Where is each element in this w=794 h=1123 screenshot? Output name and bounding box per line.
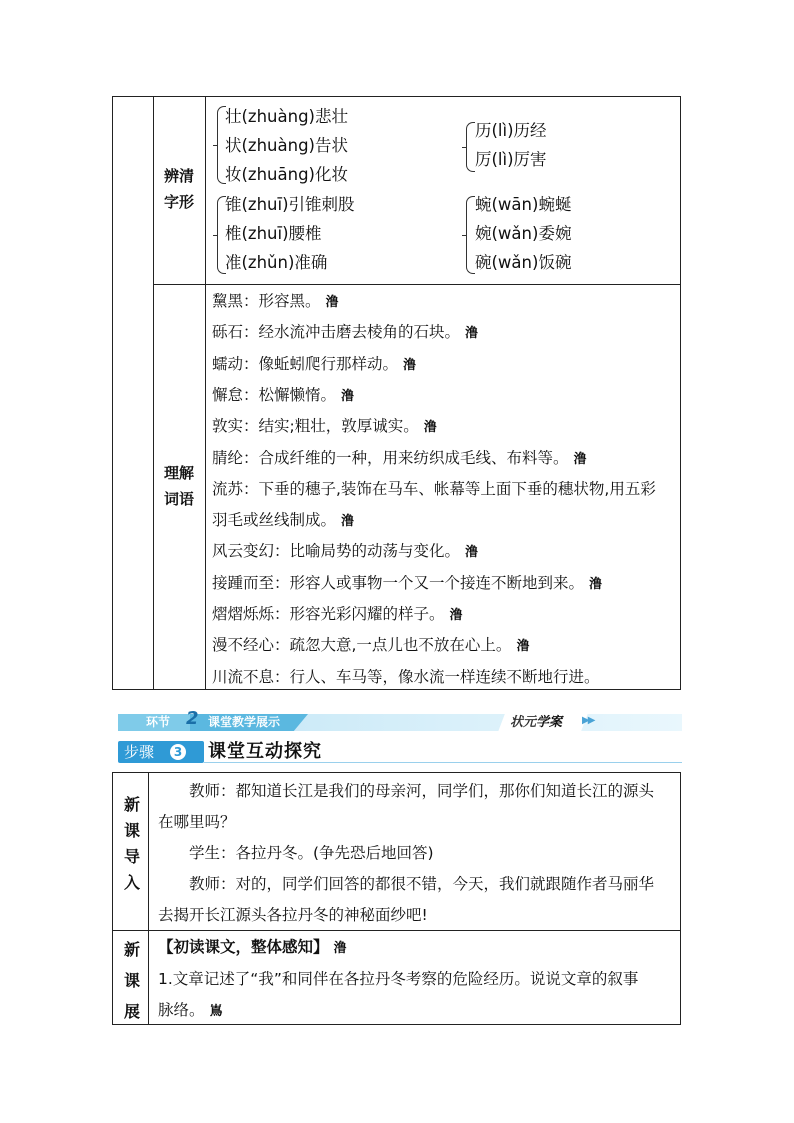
expand-text (158, 932, 678, 1027)
vocab-entry (212, 447, 587, 471)
vocab-text: 敦实：结实;粗壮，敦厚诚实。 (212, 417, 419, 436)
char-entry: 锥(zhuī)引锥刺股 (225, 195, 355, 214)
char-entry: 厉(lì)厉害 (475, 150, 547, 169)
table-border-top (112, 96, 681, 97)
btable-border-top (112, 772, 681, 773)
vocab-text: 川流不息：行人、车马等，像水流一样连续不断地行进。 (212, 667, 600, 686)
brace-group2 (466, 122, 475, 172)
note-mark: 澛 (589, 576, 603, 592)
vocab-entry (212, 321, 478, 345)
vocab-entry (212, 290, 339, 314)
char-entry: 婉(wǎn)委婉 (475, 224, 572, 243)
vocab-text: 接踵而至：形容人或事物一个又一个接连不断地到来。 (212, 573, 585, 592)
expand-line: 1.文章记述了“我”和同伴在各拉丹冬考察的危险经历。说说文章的叙事 (158, 970, 639, 988)
vocab-text: 砾石：经水流冲击磨去棱角的石块。 (212, 323, 461, 342)
note-mark: 澛 (423, 420, 437, 436)
char-entry: 妆(zhuāng)化妆 (225, 165, 348, 184)
step-number: 3 (170, 744, 186, 760)
note-mark: 澛 (465, 545, 479, 561)
step-label: 步骤 (124, 743, 155, 761)
vocab-entry (212, 572, 602, 596)
brand-label: 状元学案 (510, 715, 563, 730)
note-mark: 澛 (516, 639, 530, 655)
note-mark: 澛 (333, 941, 347, 956)
vocab-entry (212, 603, 463, 627)
note-mark: 澛 (403, 357, 417, 373)
char-entry: 蜿(wān)蜿蜒 (475, 195, 572, 214)
arrows-icon: ▶▶ (582, 715, 594, 726)
step-title: 课堂互动探究 (208, 741, 322, 762)
vocab-text: 腈纶：合成纤维的一种，用来纺织成毛线、布料等。 (212, 448, 569, 467)
category-words-label: 理解 词语 (163, 464, 194, 508)
category-shape-label: 辨清 字形 (163, 167, 194, 211)
vocab-entry (212, 384, 354, 408)
vocab-text: 流苏：下垂的穗子,装饰在马车、帐幕等上面下垂的穗状物,用五彩 (212, 479, 656, 498)
vocab-entry (212, 478, 656, 500)
vocab-entry (212, 353, 416, 377)
expand-label: 新 课 展 (123, 940, 140, 1021)
char-entry: 碗(wǎn)饭碗 (475, 253, 572, 272)
intro-label: 新 课 导 入 (123, 795, 140, 892)
note-mark: 澛 (573, 451, 587, 467)
vocab-text: 羽毛或丝线制成。 (212, 511, 337, 530)
note-mark: 澛 (449, 608, 463, 623)
huanjie-title: 课堂教学展示 (208, 715, 281, 729)
char-entry: 椎(zhuī)腰椎 (225, 224, 322, 243)
note-mark: 澛 (341, 514, 355, 530)
expand-line: 脉络。 (158, 1001, 205, 1019)
table-border-left (112, 96, 113, 690)
table-col-divider-2 (205, 96, 206, 690)
btable-border-right (680, 772, 681, 1025)
char-entry: 历(lì)历经 (475, 121, 547, 140)
vocab-text: 漫不经心：疏忽大意,一点儿也不放在心上。 (212, 636, 512, 655)
vocab-text: 熠熠烁烁：形容光彩闪耀的样子。 (212, 605, 445, 623)
note-mark: 澛 (465, 326, 479, 342)
char-entry: 壮(zhuàng)悲壮 (225, 107, 348, 126)
vocab-entry (212, 540, 478, 564)
vocab-entry (212, 666, 600, 688)
vocab-text: 懈怠：松懈懒惰。 (212, 385, 337, 404)
huanjie-number: 2 (186, 708, 199, 729)
vocab-entry (212, 509, 354, 533)
table-border-bottom (112, 689, 681, 690)
char-entry: 准(zhǔn)准确 (225, 253, 328, 272)
table-col-divider-1 (153, 96, 154, 690)
vocab-entry (212, 415, 437, 439)
table-row-divider (153, 284, 681, 285)
huanjie-label: 环节 (146, 715, 171, 729)
btable-col-divider (148, 772, 149, 1025)
vocab-text: 风云变幻：比喻局势的动荡与变化。 (212, 542, 461, 561)
brace-group4 (466, 196, 475, 274)
expand-heading: 【初读课文，整体感知】 (158, 938, 329, 956)
note-mark: 嶌 (209, 1004, 223, 1019)
step-underline (204, 762, 682, 763)
note-mark: 澛 (325, 295, 339, 310)
vocab-entry (212, 634, 529, 658)
vocab-text: 黧黑：形容黑。 (212, 292, 321, 310)
note-mark: 澛 (341, 388, 355, 404)
btable-border-left (112, 772, 113, 1025)
char-entry: 状(zhuàng)告状 (225, 136, 348, 155)
table-border-right (680, 96, 681, 690)
intro-text: 教师：都知道长江是我们的母亲河，同学们，那你们知道长江的源头 在哪里吗？ 学生：各拉丹冬。(争先恐后地回答) 教师：对的，同学们回答的都很不错，今天，我们就跟随作者马丽华 去揭开长江源头各拉丹冬的神秘面纱吧! (158, 782, 655, 924)
vocab-text: 蠕动：像蚯蚓爬行那样动。 (212, 354, 399, 373)
